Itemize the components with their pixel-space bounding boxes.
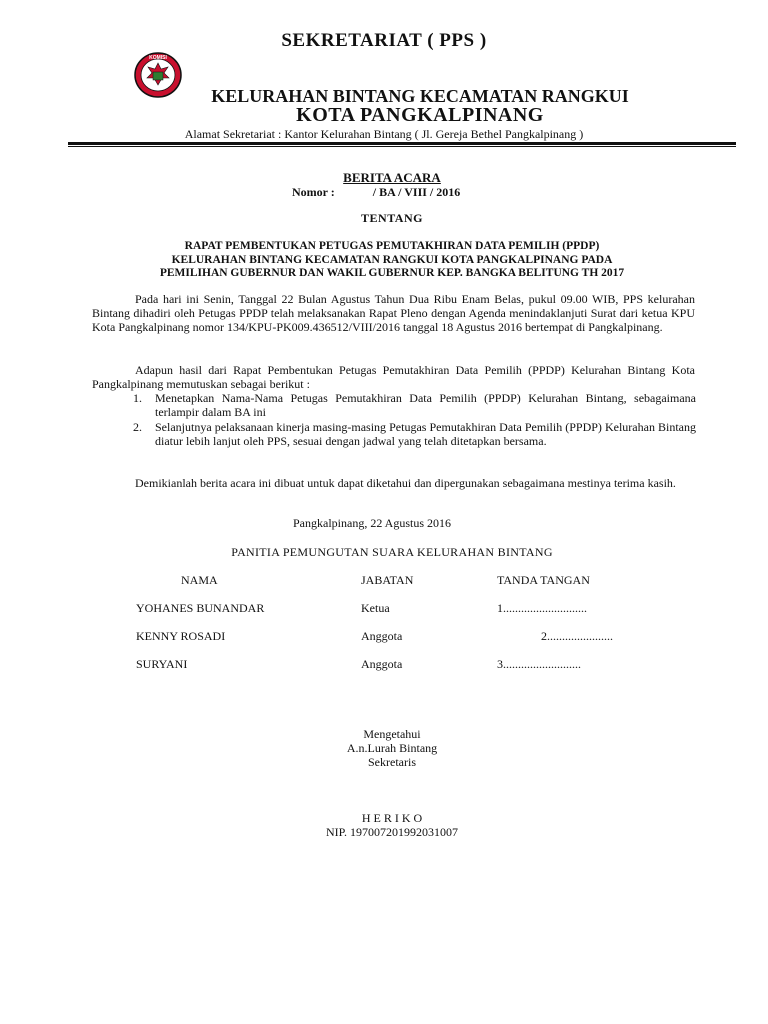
member-signature-line: 2...................... (541, 629, 613, 643)
member-position: Anggota (361, 629, 403, 643)
column-header-name: NAMA (181, 573, 218, 587)
decision-text: Menetapkan Nama-Nama Petugas Pemutakhiran Data Pemilih (PPDP) Kelurahan Bintang, sebagaimana terlampir dalam BA ini (155, 391, 696, 419)
member-position: Anggota (361, 657, 403, 671)
header-divider-thin (68, 146, 736, 147)
committee-name: PANITIA PEMUNGUTAN SUARA KELURAHAN BINTANG (231, 545, 553, 559)
member-name: KENNY ROSADI (136, 629, 226, 643)
subject-line: PEMILIHAN GUBERNUR DAN WAKIL GUBERNUR KEP. BANGKA BELITUNG TH 2017 (159, 267, 625, 279)
decision-number: 2. (133, 420, 142, 434)
document-title: BERITA ACARA (343, 170, 441, 185)
member-signature-line: 3.......................... (497, 657, 581, 671)
member-signature-line: 1............................ (497, 601, 587, 615)
kota-heading: KOTA PANGKALPINANG (296, 104, 544, 126)
header-divider-thick (68, 142, 736, 145)
subject-line: RAPAT PEMBENTUKAN PETUGAS PEMUTAKHIRAN DATA PEMILIH (PPDP) (184, 240, 600, 252)
kelurahan-heading: KELURAHAN BINTANG KECAMATAN RANGKUI (211, 86, 629, 106)
column-header-signature: TANDA TANGAN (497, 573, 590, 587)
decision-item (133, 391, 696, 419)
member-position: Ketua (361, 601, 390, 615)
tentang-heading: TENTANG (361, 211, 423, 225)
closing-paragraph: Demikianlah berita acara ini dibuat untuk dapat diketahui dan dipergunakan sebagaimana mestinya terima kasih. (135, 476, 676, 490)
svg-text:KOMISI: KOMISI (149, 55, 167, 61)
decision-item (133, 420, 696, 448)
signatory-nip: NIP. 197007201992031007 (325, 825, 458, 839)
decision-intro-paragraph: Adapun hasil dari Rapat Pembentukan Petugas Pemutakhiran Data Pemilih (PPDP) Kelurahan Bintang Kota Pangkalpinang memutuskan sebagai berikut : (92, 363, 695, 391)
acknowledgement-line: Sekretaris (368, 755, 416, 769)
secretariat-title: SEKRETARIAT ( PPS ) (281, 30, 487, 51)
decision-number: 1. (133, 391, 142, 405)
address-line: Alamat Sekretariat : Kantor Kelurahan Bintang ( Jl. Gereja Bethel Pangkalpinang ) (184, 127, 584, 141)
decision-text: Selanjutnya pelaksanaan kinerja masing-masing Petugas Pemutakhiran Data Pemilih (PPDP) Kelurahan Bintang diatur lebih lanjut oleh PPS, sesuai dengan jadwal yang telah ditetapkan bersama. (155, 420, 696, 448)
place-date: Pangkalpinang, 22 Agustus 2016 (293, 516, 451, 530)
member-name: SURYANI (136, 657, 188, 671)
member-name: YOHANES BUNANDAR (136, 601, 265, 615)
signatory-name: H E R I K O (361, 811, 423, 825)
acknowledgement-line: Mengetahui (363, 727, 421, 741)
subject-line: KELURAHAN BINTANG KECAMATAN RANGKUI KOTA PANGKALPINANG PADA (171, 254, 613, 266)
nomor-value: / BA / VIII / 2016 (372, 185, 461, 199)
acknowledgement-line: A.n.Lurah Bintang (346, 741, 438, 755)
nomor-label: Nomor : (292, 185, 335, 199)
document-number (292, 185, 460, 200)
opening-paragraph: Pada hari ini Senin, Tanggal 22 Bulan Agustus Tahun Dua Ribu Enam Belas, pukul 09.00 WIB, PPS kelurahan Bintang dihadiri oleh Petugas PPDP telah melaksanakan Rapat Pleno dengan Agenda menindaklanjuti Surat dari ketua KPU Kota Pangkalpinang nomor 134/KPU-PK009.436512/VIII/2016 tanggal 18 Agustus 2016 bertempat di Pangkalpinang. (92, 292, 695, 334)
column-header-position: JABATAN (361, 573, 414, 587)
